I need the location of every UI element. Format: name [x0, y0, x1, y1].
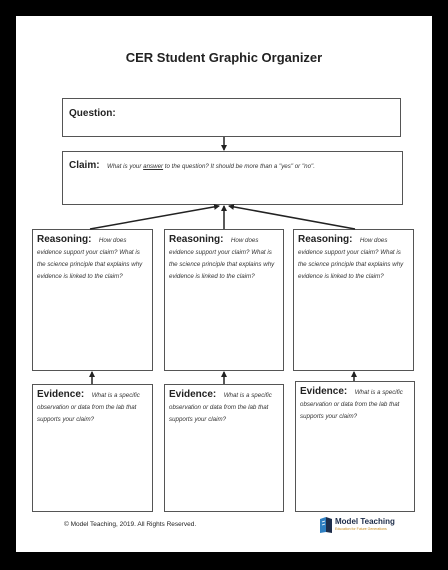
reasoning-prompt: How does evidence support your claim? What is the science principle that explains why evidence is linked to the claim?: [37, 237, 143, 280]
reasoning-label: Reasoning:: [298, 234, 353, 245]
claim-prompt-emphasis: answer: [143, 163, 164, 170]
evidence-label: Evidence:: [169, 389, 217, 400]
arrow-reasoning3-to-claim: [229, 206, 355, 229]
reasoning-label: Reasoning:: [169, 234, 224, 245]
page-title: CER Student Graphic Organizer: [125, 50, 323, 65]
evidence-label: Evidence:: [300, 386, 348, 397]
model-teaching-logo: [319, 516, 399, 538]
evidence-prompt: What is a specific observation or data from the lab that supports your claim?: [169, 392, 272, 423]
reasoning-label: Reasoning:: [37, 234, 92, 245]
evidence-label: Evidence:: [37, 389, 85, 400]
arrow-reasoning1-to-claim: [90, 206, 219, 229]
evidence-prompt: What is a specific observation or data from the lab that supports your claim?: [37, 392, 140, 423]
brand-tagline: Education for Future Generations: [335, 527, 387, 531]
reasoning-prompt: How does evidence support your claim? What is the science principle that explains why evidence is linked to the claim?: [169, 237, 275, 280]
book-icon: [319, 516, 333, 534]
claim-prompt-start: What is your: [107, 163, 144, 170]
claim-label: Claim:: [69, 160, 100, 171]
evidence-prompt: What is a specific observation or data from the lab that supports your claim?: [300, 389, 403, 420]
brand-name: Model Teaching: [335, 517, 395, 526]
claim-prompt-end: to the question? It should be more than a "yes" or "no".: [163, 163, 315, 170]
reasoning-prompt: How does evidence support your claim? What is the science principle that explains why evidence is linked to the claim?: [298, 237, 404, 280]
question-label: Question:: [69, 108, 116, 119]
copyright-text: © Model Teaching, 2019. All Rights Reserved.: [64, 521, 197, 528]
